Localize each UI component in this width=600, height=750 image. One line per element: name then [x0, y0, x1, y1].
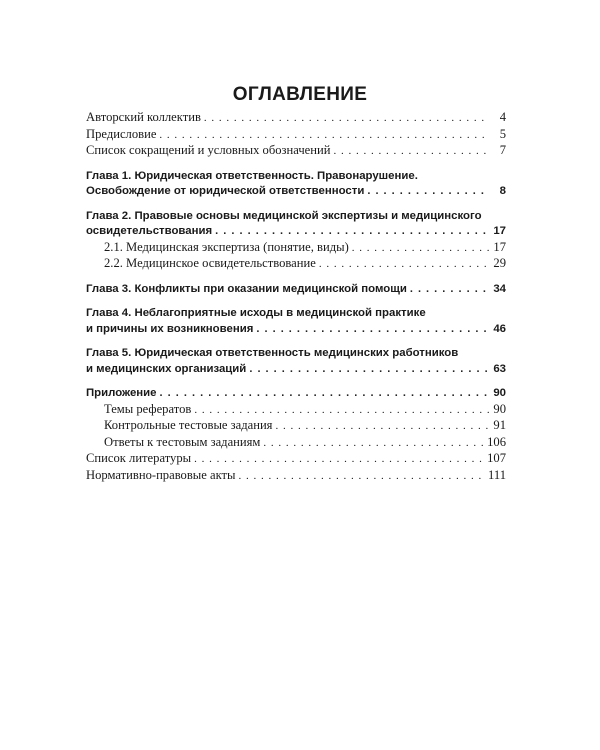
dot-leader: [215, 224, 489, 240]
toc-entry-page: 107: [487, 451, 506, 465]
dot-leader: [249, 362, 489, 378]
toc-entry-label-line1: Глава 1. Юридическая ответственность. Правонарушение.: [86, 169, 418, 182]
toc-entry-preface[interactable]: [86, 127, 506, 144]
toc-entry-label-line2: Освобождение от юридической ответственности: [86, 185, 365, 197]
dot-leader: [160, 386, 489, 402]
toc-entry-label: Темы рефератов: [104, 401, 192, 416]
toc-entry-page: 34: [493, 282, 506, 295]
toc-entry-label: Глава 3. Конфликты при оказании медицинской помощи: [86, 282, 407, 295]
toc-entry-page: 17: [493, 225, 506, 237]
dot-leader: [352, 241, 489, 257]
toc-entry-page: 106: [487, 434, 506, 449]
toc-entry-page: 111: [488, 467, 506, 482]
toc-entry-section-2-2[interactable]: [86, 256, 506, 273]
dot-leader: [159, 128, 489, 144]
toc-entry-label: Авторский коллектив: [86, 110, 201, 124]
toc-entry-page: 7: [499, 143, 506, 157]
toc-entry-abbreviations[interactable]: [86, 143, 506, 160]
toc-entry-chapter-4[interactable]: [86, 306, 506, 337]
toc-entry-section-2-1[interactable]: [86, 240, 506, 257]
toc-entry-label: Нормативно-правовые акты: [86, 467, 236, 482]
toc-entry-page: 5: [499, 126, 506, 141]
toc-entry-literature[interactable]: [86, 451, 506, 468]
toc-entry-page: 90: [493, 387, 506, 399]
toc-entry-label: 2.1. Медицинская экспертиза (понятие, виды): [104, 239, 349, 254]
toc-entry-label-line1: Глава 5. Юридическая ответственность медицинских работников: [86, 347, 459, 359]
dot-leader: [256, 322, 489, 338]
toc-entry-label: Предисловие: [86, 126, 157, 141]
toc-entry-label: Приложение: [86, 387, 157, 399]
toc-entry-chapter-5[interactable]: [86, 346, 506, 377]
toc-entry-authors[interactable]: [86, 110, 506, 127]
toc-entry-label: Список сокращений и условных обозначений: [86, 143, 331, 157]
toc-entry-page: 91: [493, 418, 506, 432]
toc-entry-label-line2: и медицинских организаций: [86, 362, 247, 375]
page-title: ОГЛАВЛЕНИЕ: [232, 84, 368, 105]
dot-leader: [194, 403, 489, 419]
toc-entry-page: 63: [493, 362, 506, 375]
toc-entry-page: 29: [493, 256, 506, 270]
toc-entry-label: Ответы к тестовым заданиям: [104, 434, 261, 449]
dot-leader: [333, 144, 489, 160]
table-of-contents: [86, 110, 506, 484]
toc-entry-label-line2: и причины их возникновения: [86, 322, 254, 335]
toc-entry-appendix[interactable]: [86, 386, 506, 402]
toc-entry-label: Список литературы: [86, 451, 192, 465]
toc-entry-chapter-3[interactable]: [86, 282, 506, 298]
toc-entry-page: 46: [493, 322, 506, 335]
dot-leader: [410, 282, 489, 298]
dot-leader: [194, 452, 484, 468]
toc-entry-label: Контрольные тестовые задания: [104, 418, 273, 432]
dot-leader: [204, 111, 489, 127]
dot-leader: [367, 184, 489, 200]
toc-entry-answers[interactable]: [86, 435, 506, 452]
toc-entry-chapter-1[interactable]: [86, 169, 506, 200]
toc-entry-essay-topics[interactable]: [86, 402, 506, 419]
toc-entry-label-line2: освидетельствования: [86, 225, 213, 237]
toc-entry-page: 90: [493, 401, 506, 416]
dot-leader: [275, 419, 489, 435]
toc-entry-legal-acts[interactable]: [86, 468, 506, 485]
toc-entry-page: 17: [493, 239, 506, 254]
dot-leader: [239, 469, 486, 485]
toc-entry-label-line1: Глава 2. Правовые основы медицинской экспертизы и медицинского: [86, 209, 482, 222]
dot-leader: [263, 436, 484, 452]
toc-entry-label-line1: Глава 4. Неблагоприятные исходы в медицинской практике: [86, 307, 426, 319]
toc-entry-page: 4: [499, 110, 506, 124]
dot-leader: [319, 257, 489, 273]
toc-entry-label: 2.2. Медицинское освидетельствование: [104, 256, 316, 270]
toc-entry-tests[interactable]: [86, 418, 506, 435]
toc-entry-chapter-2[interactable]: [86, 209, 506, 240]
toc-entry-page: 8: [499, 185, 506, 197]
